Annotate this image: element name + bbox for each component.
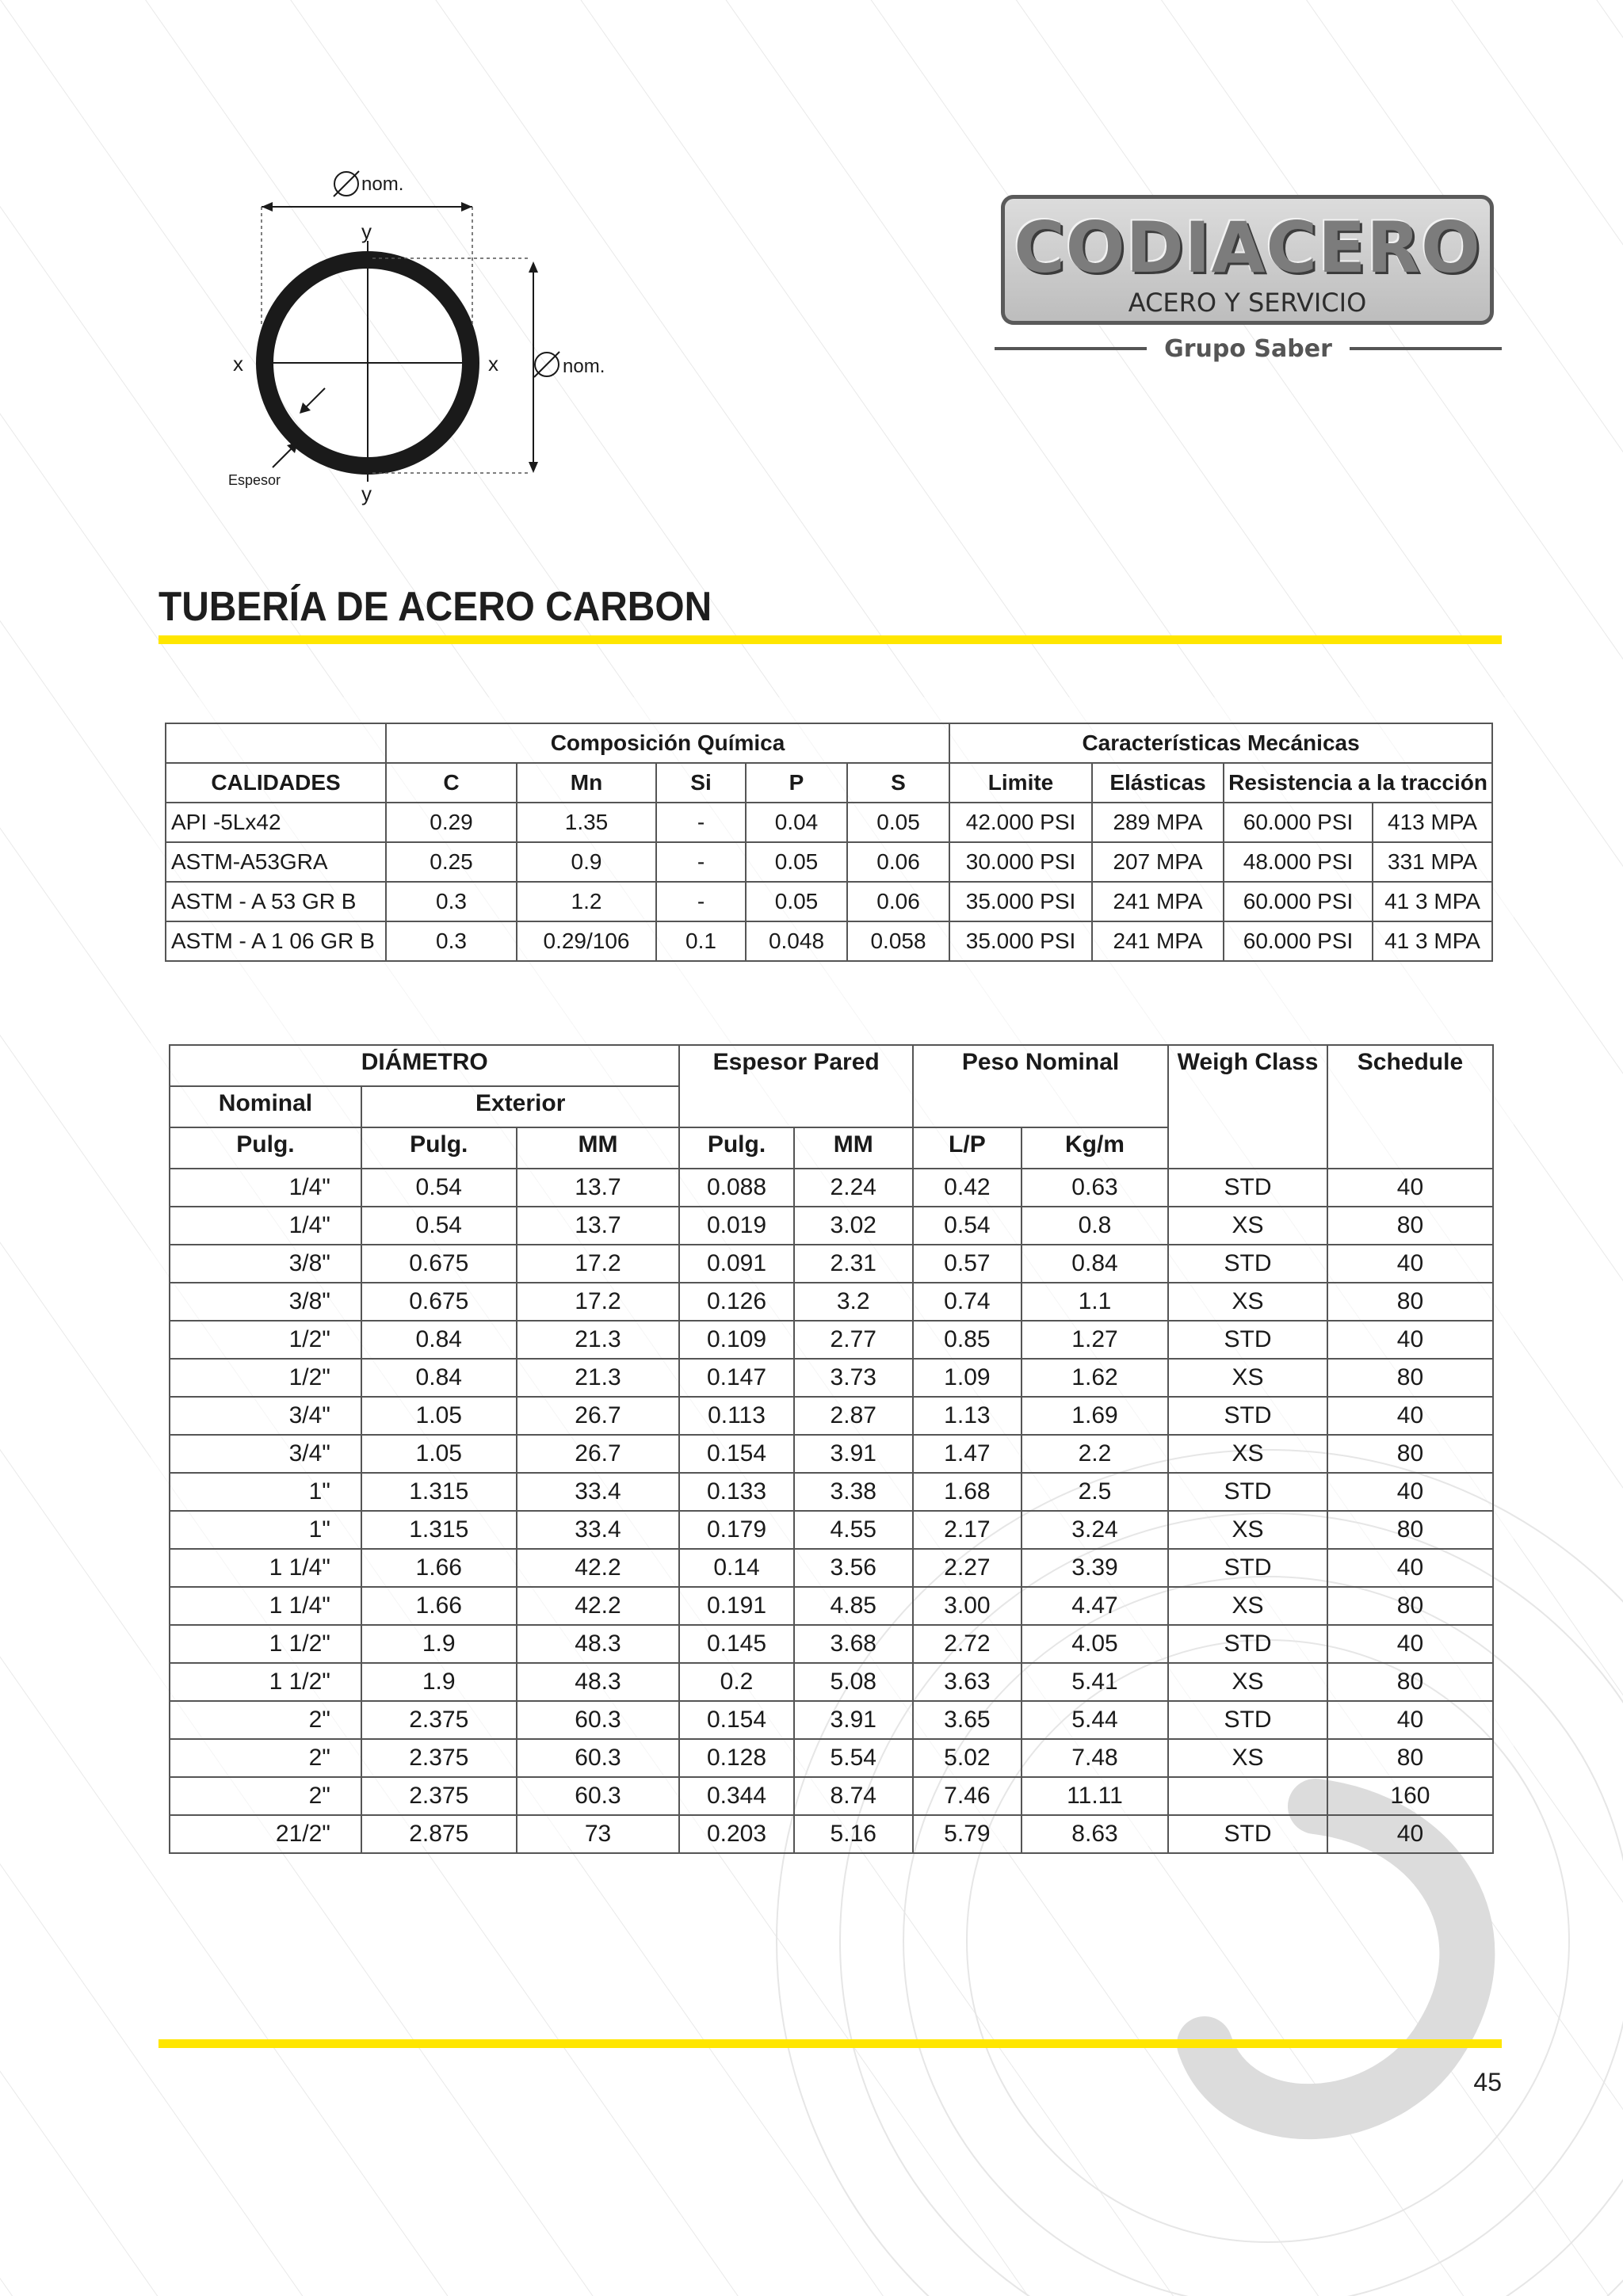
table-cell: 1 1/2" xyxy=(170,1663,361,1701)
table-cell: 7.48 xyxy=(1022,1739,1168,1777)
table-row xyxy=(170,1283,1493,1321)
table-cell: - xyxy=(656,842,746,882)
table-cell: 3.2 xyxy=(794,1283,913,1321)
table-cell: 13.7 xyxy=(517,1169,680,1207)
table-row xyxy=(170,1815,1493,1853)
table-cell: STD xyxy=(1168,1815,1327,1853)
table-cell: 80 xyxy=(1327,1283,1493,1321)
table-cell: 35.000 PSI xyxy=(949,882,1092,921)
table-row xyxy=(170,1397,1493,1435)
top-diameter-label: nom. xyxy=(361,174,404,195)
table-cell: 0.088 xyxy=(679,1169,793,1207)
table-cell: 4.55 xyxy=(794,1511,913,1549)
table-cell: 3.38 xyxy=(794,1473,913,1511)
table-cell: 0.128 xyxy=(679,1739,793,1777)
table-cell: 0.84 xyxy=(1022,1245,1168,1283)
table-cell: ASTM-A53GRA xyxy=(166,842,386,882)
table-cell: 7.46 xyxy=(913,1777,1022,1815)
table-cell: 1.09 xyxy=(913,1359,1022,1397)
table-cell: 1.27 xyxy=(1022,1321,1168,1359)
table-cell: XS xyxy=(1168,1207,1327,1245)
unit-exterior-pulg: Pulg. xyxy=(361,1127,517,1169)
table-cell: 5.54 xyxy=(794,1739,913,1777)
table-cell: XS xyxy=(1168,1435,1327,1473)
table-cell: 0.74 xyxy=(913,1283,1022,1321)
table-cell: 48.3 xyxy=(517,1663,680,1701)
table-cell: 30.000 PSI xyxy=(949,842,1092,882)
exterior-header: Exterior xyxy=(361,1086,680,1127)
logo-subtitle: ACERO Y SERVICIO xyxy=(1128,288,1367,318)
weigh-class-header: Weigh Class xyxy=(1168,1045,1327,1169)
table-cell: 5.02 xyxy=(913,1739,1022,1777)
table-row xyxy=(170,1169,1493,1207)
table-cell: 2.5 xyxy=(1022,1473,1168,1511)
chem-group-header: Composición Química xyxy=(386,723,949,763)
axis-x-right-label: x xyxy=(488,352,498,376)
company-logo xyxy=(995,190,1502,372)
table-cell: - xyxy=(656,882,746,921)
table-cell: 41 3 MPA xyxy=(1373,882,1492,921)
table-cell: 1 1/4" xyxy=(170,1587,361,1625)
table-cell: 8.74 xyxy=(794,1777,913,1815)
col-limite: Limite xyxy=(949,763,1092,803)
table-cell: 241 MPA xyxy=(1092,882,1224,921)
table-cell: 1.35 xyxy=(517,803,656,842)
table-cell: 2.72 xyxy=(913,1625,1022,1663)
table-cell: 1.66 xyxy=(361,1549,517,1587)
table-cell: 60.3 xyxy=(517,1739,680,1777)
table-cell: 2.87 xyxy=(794,1397,913,1435)
table-cell: 40 xyxy=(1327,1321,1493,1359)
table-cell: 0.2 xyxy=(679,1663,793,1701)
table-cell: ASTM - A 1 06 GR B xyxy=(166,921,386,961)
col-si: Si xyxy=(656,763,746,803)
table-cell: 0.8 xyxy=(1022,1207,1168,1245)
table-cell: 3.39 xyxy=(1022,1549,1168,1587)
logo-group-name: Grupo Saber xyxy=(1164,334,1332,363)
table-cell: XS xyxy=(1168,1359,1327,1397)
table-cell: 0.126 xyxy=(679,1283,793,1321)
table-cell: 41 3 MPA xyxy=(1373,921,1492,961)
table-cell: 1/2" xyxy=(170,1359,361,1397)
table-cell: XS xyxy=(1168,1663,1327,1701)
table-cell: STD xyxy=(1168,1397,1327,1435)
table-cell: 0.091 xyxy=(679,1245,793,1283)
table-cell: 1.05 xyxy=(361,1435,517,1473)
table-cell: 0.06 xyxy=(847,882,949,921)
table-cell: 1.13 xyxy=(913,1397,1022,1435)
table-cell: 0.05 xyxy=(847,803,949,842)
table-cell: 3/4" xyxy=(170,1435,361,1473)
table-cell: 48.3 xyxy=(517,1625,680,1663)
table-cell: 0.191 xyxy=(679,1587,793,1625)
table-cell: 60.3 xyxy=(517,1701,680,1739)
table-cell: 80 xyxy=(1327,1663,1493,1701)
table-cell: 33.4 xyxy=(517,1473,680,1511)
table-cell: 17.2 xyxy=(517,1245,680,1283)
table-cell: 26.7 xyxy=(517,1397,680,1435)
table-cell: 0.05 xyxy=(746,882,847,921)
pipe-cross-section-diagram xyxy=(214,158,642,507)
pipe-group-header-row xyxy=(170,1045,1493,1086)
table-cell: 3/8" xyxy=(170,1245,361,1283)
table-row xyxy=(166,803,1492,842)
table-cell: 80 xyxy=(1327,1511,1493,1549)
table-cell: 0.14 xyxy=(679,1549,793,1587)
table-cell: 0.675 xyxy=(361,1245,517,1283)
table-row xyxy=(170,1587,1493,1625)
table-cell: 26.7 xyxy=(517,1435,680,1473)
table-cell: 0.9 xyxy=(517,842,656,882)
table-cell: 60.000 PSI xyxy=(1224,921,1373,961)
table-cell: 207 MPA xyxy=(1092,842,1224,882)
table-row xyxy=(170,1701,1493,1739)
table-cell: 3.56 xyxy=(794,1549,913,1587)
table-cell: 3.91 xyxy=(794,1701,913,1739)
page-number: 45 xyxy=(1473,2068,1502,2096)
logo-group-line xyxy=(995,333,1502,364)
unit-nominal-pulg: Pulg. xyxy=(170,1127,361,1169)
table-cell: 1/4" xyxy=(170,1169,361,1207)
table-cell: 2.875 xyxy=(361,1815,517,1853)
table-cell: 3.02 xyxy=(794,1207,913,1245)
table-cell: XS xyxy=(1168,1283,1327,1321)
pipe-dimensions-table xyxy=(169,1044,1494,1854)
table-cell: 3.73 xyxy=(794,1359,913,1397)
mech-group-header: Características Mecánicas xyxy=(949,723,1492,763)
table-cell: 0.29 xyxy=(386,803,517,842)
table-cell: 0.85 xyxy=(913,1321,1022,1359)
table-cell: 80 xyxy=(1327,1435,1493,1473)
table-row xyxy=(170,1511,1493,1549)
table-cell: 0.54 xyxy=(361,1169,517,1207)
table-cell: 1.66 xyxy=(361,1587,517,1625)
logo-title: CODIACERO xyxy=(1014,207,1481,288)
table-cell: 0.019 xyxy=(679,1207,793,1245)
table-cell: 1/4" xyxy=(170,1207,361,1245)
table-row xyxy=(170,1473,1493,1511)
schedule-header: Schedule xyxy=(1327,1045,1493,1169)
table-cell: 0.1 xyxy=(656,921,746,961)
table-cell: 5.79 xyxy=(913,1815,1022,1853)
table-cell: 1" xyxy=(170,1473,361,1511)
table-cell: 2.375 xyxy=(361,1701,517,1739)
composition-table xyxy=(165,723,1493,962)
table-cell: - xyxy=(656,803,746,842)
col-mn: Mn xyxy=(517,763,656,803)
table-cell: 40 xyxy=(1327,1397,1493,1435)
table-cell: 2.375 xyxy=(361,1739,517,1777)
table-cell: 0.05 xyxy=(746,842,847,882)
unit-espesor-mm: MM xyxy=(794,1127,913,1169)
unit-exterior-mm: MM xyxy=(517,1127,680,1169)
table-cell: 1.05 xyxy=(361,1397,517,1435)
table-cell: 40 xyxy=(1327,1245,1493,1283)
table-cell: 13.7 xyxy=(517,1207,680,1245)
table-cell: 2.17 xyxy=(913,1511,1022,1549)
table-cell: 2" xyxy=(170,1701,361,1739)
table-cell: 0.04 xyxy=(746,803,847,842)
table-cell: 40 xyxy=(1327,1473,1493,1511)
col-elasticas: Elásticas xyxy=(1092,763,1224,803)
table-row xyxy=(170,1435,1493,1473)
table-row xyxy=(170,1245,1493,1283)
table-cell: 1.9 xyxy=(361,1625,517,1663)
footer-divider xyxy=(158,2039,1502,2048)
table-cell: 80 xyxy=(1327,1587,1493,1625)
nominal-header: Nominal xyxy=(170,1086,361,1127)
table-cell: 3/8" xyxy=(170,1283,361,1321)
table-cell: 0.203 xyxy=(679,1815,793,1853)
table-cell: 5.08 xyxy=(794,1663,913,1701)
logo-badge xyxy=(1001,195,1494,325)
axis-y-bottom-label: y xyxy=(361,482,372,505)
table-cell: XS xyxy=(1168,1739,1327,1777)
table-row xyxy=(166,842,1492,882)
table-cell: 0.29/106 xyxy=(517,921,656,961)
table-cell: 3.00 xyxy=(913,1587,1022,1625)
table-cell: 21.3 xyxy=(517,1321,680,1359)
table-cell: 0.147 xyxy=(679,1359,793,1397)
table-cell: 60.000 PSI xyxy=(1224,882,1373,921)
table-cell: 21.3 xyxy=(517,1359,680,1397)
table-cell: 0.179 xyxy=(679,1511,793,1549)
table-cell: STD xyxy=(1168,1701,1327,1739)
table-cell: 3.68 xyxy=(794,1625,913,1663)
table-cell: 1 1/2" xyxy=(170,1625,361,1663)
table-cell: 5.41 xyxy=(1022,1663,1168,1701)
table-cell: 1.47 xyxy=(913,1435,1022,1473)
right-diameter-label: nom. xyxy=(563,356,605,377)
col-calidades: CALIDADES xyxy=(166,763,386,803)
table-cell: 1.315 xyxy=(361,1473,517,1511)
table-cell: 0.154 xyxy=(679,1701,793,1739)
composition-column-header-row xyxy=(166,763,1492,803)
table-cell: 17.2 xyxy=(517,1283,680,1321)
table-cell: 0.675 xyxy=(361,1283,517,1321)
table-cell xyxy=(1168,1777,1327,1815)
table-cell: 289 MPA xyxy=(1092,803,1224,842)
table-cell: 0.06 xyxy=(847,842,949,882)
table-cell: 0.84 xyxy=(361,1321,517,1359)
table-cell: ASTM - A 53 GR B xyxy=(166,882,386,921)
table-cell: 35.000 PSI xyxy=(949,921,1092,961)
table-cell: 0.3 xyxy=(386,882,517,921)
table-cell: 241 MPA xyxy=(1092,921,1224,961)
table-cell: 40 xyxy=(1327,1815,1493,1853)
table-cell: 60.3 xyxy=(517,1777,680,1815)
table-cell: 0.154 xyxy=(679,1435,793,1473)
table-cell: 0.57 xyxy=(913,1245,1022,1283)
table-row xyxy=(170,1359,1493,1397)
table-row xyxy=(170,1663,1493,1701)
table-cell: 0.344 xyxy=(679,1777,793,1815)
table-cell: 3.65 xyxy=(913,1701,1022,1739)
table-cell: 3.24 xyxy=(1022,1511,1168,1549)
table-cell: 3.91 xyxy=(794,1435,913,1473)
col-s: S xyxy=(847,763,949,803)
table-cell: STD xyxy=(1168,1473,1327,1511)
table-cell: 0.109 xyxy=(679,1321,793,1359)
table-cell: STD xyxy=(1168,1625,1327,1663)
unit-peso-kgm: Kg/m xyxy=(1022,1127,1168,1169)
table-cell: 413 MPA xyxy=(1373,803,1492,842)
table-row xyxy=(170,1549,1493,1587)
table-cell: 2.24 xyxy=(794,1169,913,1207)
table-cell: 1.68 xyxy=(913,1473,1022,1511)
table-cell: 2.27 xyxy=(913,1549,1022,1587)
table-cell: 42.000 PSI xyxy=(949,803,1092,842)
table-cell: 0.54 xyxy=(913,1207,1022,1245)
table-row xyxy=(170,1739,1493,1777)
wall-thickness-label: Espesor xyxy=(228,472,281,488)
table-cell: 2.375 xyxy=(361,1777,517,1815)
table-cell: 1 1/4" xyxy=(170,1549,361,1587)
table-cell: STD xyxy=(1168,1169,1327,1207)
table-row xyxy=(170,1625,1493,1663)
col-c: C xyxy=(386,763,517,803)
table-cell: 11.11 xyxy=(1022,1777,1168,1815)
table-cell: 2.2 xyxy=(1022,1435,1168,1473)
table-cell: STD xyxy=(1168,1245,1327,1283)
table-cell: 40 xyxy=(1327,1701,1493,1739)
table-row xyxy=(170,1777,1493,1815)
table-cell: 160 xyxy=(1327,1777,1493,1815)
table-cell: 21/2" xyxy=(170,1815,361,1853)
unit-peso-lp: L/P xyxy=(913,1127,1022,1169)
table-cell: 40 xyxy=(1327,1549,1493,1587)
table-cell: STD xyxy=(1168,1549,1327,1587)
table-cell: 5.16 xyxy=(794,1815,913,1853)
unit-espesor-pulg: Pulg. xyxy=(679,1127,793,1169)
table-cell: 42.2 xyxy=(517,1549,680,1587)
table-cell: 8.63 xyxy=(1022,1815,1168,1853)
table-cell: 1.2 xyxy=(517,882,656,921)
table-cell: 2" xyxy=(170,1777,361,1815)
table-cell: API -5Lx42 xyxy=(166,803,386,842)
table-cell: 1" xyxy=(170,1511,361,1549)
table-cell: 33.4 xyxy=(517,1511,680,1549)
diametro-header: DIÁMETRO xyxy=(170,1045,679,1086)
table-cell: 1/2" xyxy=(170,1321,361,1359)
table-cell: 3.63 xyxy=(913,1663,1022,1701)
col-resistencia: Resistencia a la tracción xyxy=(1224,763,1492,803)
table-cell: 4.47 xyxy=(1022,1587,1168,1625)
table-cell: 40 xyxy=(1327,1625,1493,1663)
table-cell: 1.69 xyxy=(1022,1397,1168,1435)
table-cell: 0.058 xyxy=(847,921,949,961)
table-cell: 0.42 xyxy=(913,1169,1022,1207)
axis-x-left-label: x xyxy=(233,352,243,376)
table-cell: 60.000 PSI xyxy=(1224,803,1373,842)
table-cell: 0.54 xyxy=(361,1207,517,1245)
table-cell: 1.9 xyxy=(361,1663,517,1701)
table-cell: 0.3 xyxy=(386,921,517,961)
composition-group-header-row xyxy=(166,723,1492,763)
table-cell: 80 xyxy=(1327,1739,1493,1777)
table-cell: 42.2 xyxy=(517,1587,680,1625)
table-cell: 2.31 xyxy=(794,1245,913,1283)
col-p: P xyxy=(746,763,847,803)
table-cell: 0.84 xyxy=(361,1359,517,1397)
table-row xyxy=(166,921,1492,961)
table-cell: 331 MPA xyxy=(1373,842,1492,882)
table-cell: 1.315 xyxy=(361,1511,517,1549)
title-divider xyxy=(158,635,1502,644)
table-row xyxy=(170,1207,1493,1245)
table-cell: 3/4" xyxy=(170,1397,361,1435)
table-cell: 80 xyxy=(1327,1359,1493,1397)
table-cell: 73 xyxy=(517,1815,680,1853)
table-row xyxy=(170,1321,1493,1359)
table-cell: 40 xyxy=(1327,1169,1493,1207)
table-cell: 80 xyxy=(1327,1207,1493,1245)
table-cell: 0.25 xyxy=(386,842,517,882)
table-cell: 1.62 xyxy=(1022,1359,1168,1397)
table-cell: XS xyxy=(1168,1587,1327,1625)
table-cell: 0.113 xyxy=(679,1397,793,1435)
table-row xyxy=(166,882,1492,921)
table-cell: 48.000 PSI xyxy=(1224,842,1373,882)
page-title: TUBERÍA DE ACERO CARBON xyxy=(158,584,712,630)
table-cell: 0.63 xyxy=(1022,1169,1168,1207)
table-cell: 5.44 xyxy=(1022,1701,1168,1739)
table-cell: 0.048 xyxy=(746,921,847,961)
table-cell: 0.145 xyxy=(679,1625,793,1663)
table-cell: 2.77 xyxy=(794,1321,913,1359)
table-cell: 4.85 xyxy=(794,1587,913,1625)
table-cell: 1.1 xyxy=(1022,1283,1168,1321)
espesor-header: Espesor Pared xyxy=(679,1045,912,1127)
axis-y-top-label: y xyxy=(361,219,372,243)
table-cell: STD xyxy=(1168,1321,1327,1359)
table-cell: 0.133 xyxy=(679,1473,793,1511)
table-cell: 4.05 xyxy=(1022,1625,1168,1663)
table-cell: 2" xyxy=(170,1739,361,1777)
peso-header: Peso Nominal xyxy=(913,1045,1168,1127)
table-cell: XS xyxy=(1168,1511,1327,1549)
